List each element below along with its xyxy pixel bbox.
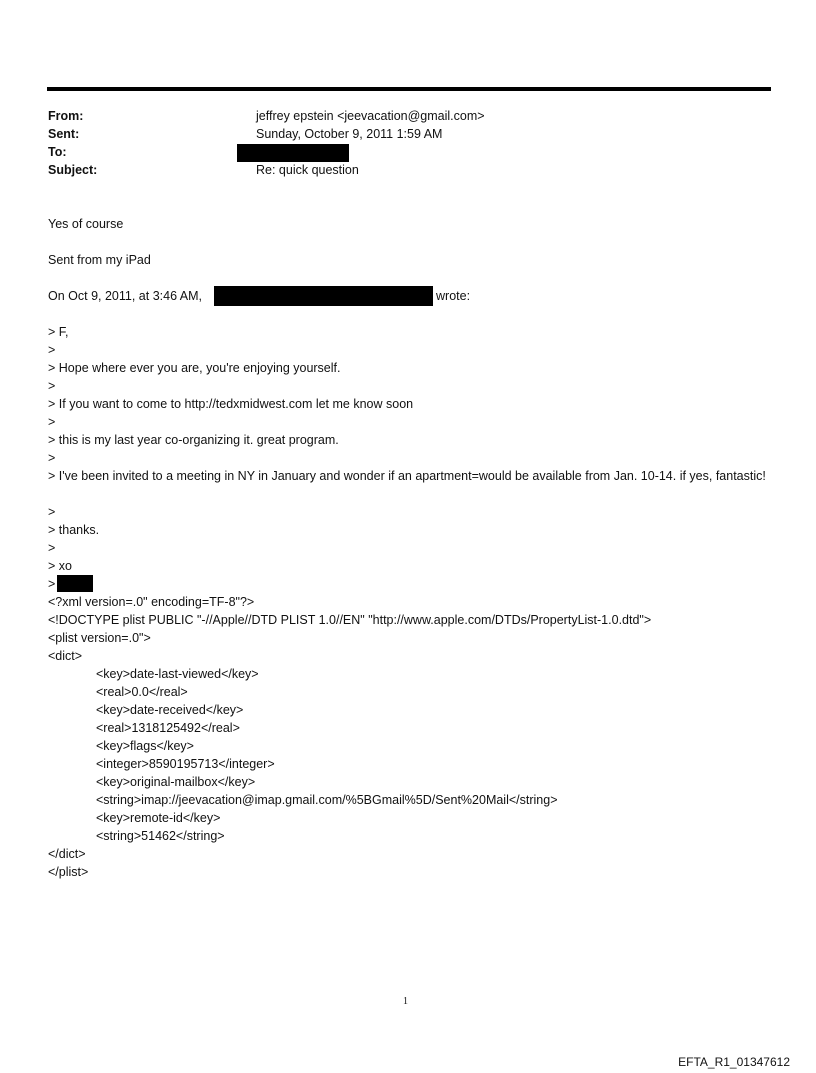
to-redaction-box [237,144,349,162]
to-label: To: [48,145,67,159]
xml-line: <string>imap://jeevacation@imap.gmail.com/%5BGmail%5D/Sent%20Mail</string> [96,793,558,807]
xml-line: <plist version=.0"> [48,631,151,645]
page-number: 1 [403,996,408,1007]
quoted-line: > I've been invited to a meeting in NY in January and wonder if an apartment=would be available from Jan. 10-14. if yes, fantastic! [48,469,766,483]
signature-text: Sent from my iPad [48,253,151,267]
quoted-line: > [48,415,56,429]
quoted-line: > xo [48,559,72,573]
quoted-line: > [48,505,56,519]
name-redaction-box [57,575,93,592]
xml-line: <!DOCTYPE plist PUBLIC "-//Apple//DTD PLIST 1.0//EN" "http://www.apple.com/DTDs/PropertyList-1.0.dtd"> [48,613,652,627]
xml-line: <string>51462</string> [96,829,225,843]
subject-label: Subject: [48,163,98,177]
quoted-line: > this is my last year co-organizing it. great program. [48,433,339,447]
quoted-line: > [48,379,56,393]
sent-label: Sent: [48,127,80,141]
from-label: From: [48,109,84,123]
quoted-line: > [48,541,56,555]
quoted-line: > [48,451,56,465]
xml-line: <real>0.0</real> [96,685,188,699]
quote-intro-suffix: wrote: [436,289,471,303]
quoted-line: > [48,343,56,357]
from-value: jeffrey epstein <jeevacation@gmail.com> [256,109,485,123]
xml-line: <key>flags</key> [96,739,194,753]
xml-line: </plist> [48,865,89,879]
xml-line: <key>date-last-viewed</key> [96,667,259,681]
xml-line: </dict> [48,847,86,861]
xml-line: <key>original-mailbox</key> [96,775,256,789]
sent-value: Sunday, October 9, 2011 1:59 AM [256,127,443,141]
quoted-line: > [48,577,56,591]
xml-line: <?xml version=.0" encoding=TF-8"?> [48,595,255,609]
quoted-line: > Hope where ever you are, you're enjoying yourself. [48,361,341,375]
xml-line: <real>1318125492</real> [96,721,240,735]
quoted-line: > If you want to come to http://tedxmidwest.com let me know soon [48,397,414,411]
quoted-line: > F, [48,325,69,339]
xml-line: <key>date-received</key> [96,703,244,717]
subject-value: Re: quick question [256,163,359,177]
quoted-line: > thanks. [48,523,100,537]
document-id-footer: EFTA_R1_01347612 [678,1055,790,1069]
xml-line: <key>remote-id</key> [96,811,221,825]
quote-intro-prefix: On Oct 9, 2011, at 3:46 AM, [48,289,203,303]
xml-line: <dict> [48,649,83,663]
sender-redaction-box [214,286,433,306]
quote-intro [48,287,202,305]
xml-line: <integer>8590195713</integer> [96,757,275,771]
header-divider [47,87,771,91]
reply-text: Yes of course [48,217,124,231]
